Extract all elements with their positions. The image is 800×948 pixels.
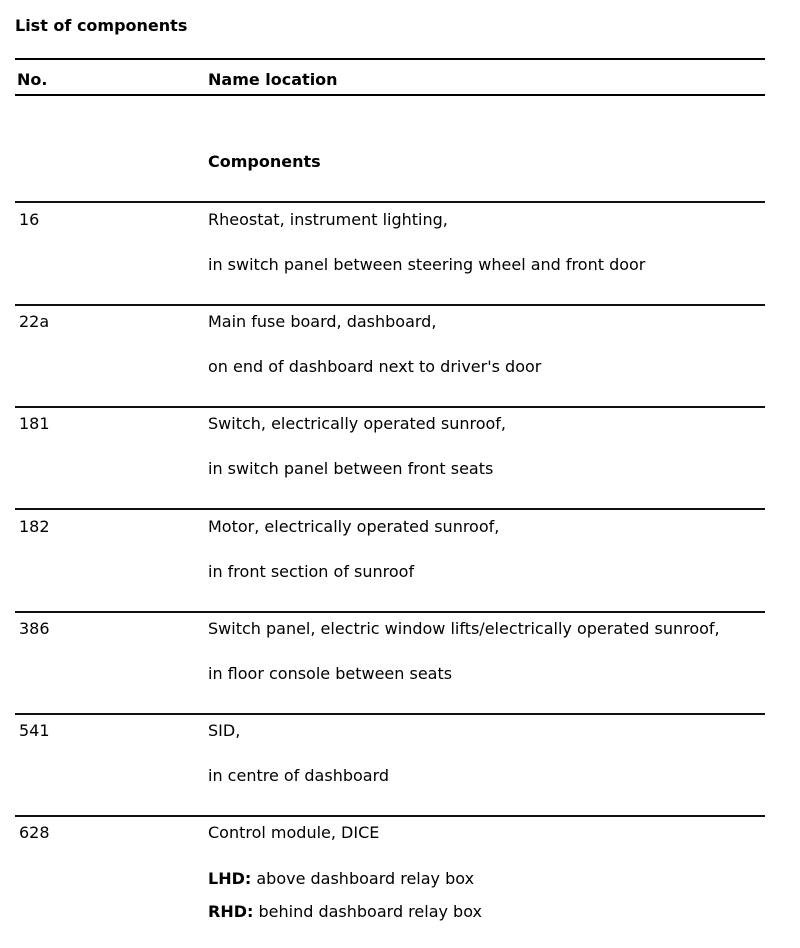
row-divider xyxy=(15,304,765,306)
row-divider xyxy=(15,815,765,817)
component-name: Motor, electrically operated sunroof, xyxy=(208,517,500,536)
component-name: Control module, DICE xyxy=(208,823,380,842)
header-no: No. xyxy=(17,70,48,89)
component-number: 386 xyxy=(19,619,50,638)
component-location: in switch panel between front seats xyxy=(208,459,494,478)
rhd-location: behind dashboard relay box xyxy=(258,902,482,921)
component-number: 16 xyxy=(19,210,40,229)
row-divider xyxy=(15,713,765,715)
component-location-lhd xyxy=(208,869,474,889)
row-divider xyxy=(15,201,765,203)
component-location: on end of dashboard next to driver's door xyxy=(208,357,542,376)
component-number: 182 xyxy=(19,517,50,536)
component-name: Switch, electrically operated sunroof, xyxy=(208,414,507,433)
header-top-rule xyxy=(15,58,765,60)
component-location: in front section of sunroof xyxy=(208,562,415,581)
row-divider xyxy=(15,406,765,408)
component-name: Rheostat, instrument lighting, xyxy=(208,210,448,229)
component-name: Switch panel, electric window lifts/electrically operated sunroof, xyxy=(208,619,720,638)
section-label: Components xyxy=(208,152,321,171)
component-location: in switch panel between steering wheel and front door xyxy=(208,255,646,274)
lhd-location: above dashboard relay box xyxy=(256,869,475,888)
component-number: 22a xyxy=(19,312,50,331)
header-name-location: Name location xyxy=(208,70,338,89)
component-location: in centre of dashboard xyxy=(208,766,390,785)
lhd-label: LHD: xyxy=(208,869,252,888)
component-name: SID, xyxy=(208,721,241,740)
header-bottom-rule xyxy=(15,94,765,96)
row-divider xyxy=(15,508,765,510)
document-title: List of components xyxy=(15,16,188,35)
component-name: Main fuse board, dashboard, xyxy=(208,312,437,331)
row-divider xyxy=(15,611,765,613)
component-location: in floor console between seats xyxy=(208,664,453,683)
component-location-rhd xyxy=(208,902,482,922)
rhd-label: RHD: xyxy=(208,902,254,921)
component-number: 541 xyxy=(19,721,50,740)
component-number: 628 xyxy=(19,823,50,842)
component-number: 181 xyxy=(19,414,50,433)
